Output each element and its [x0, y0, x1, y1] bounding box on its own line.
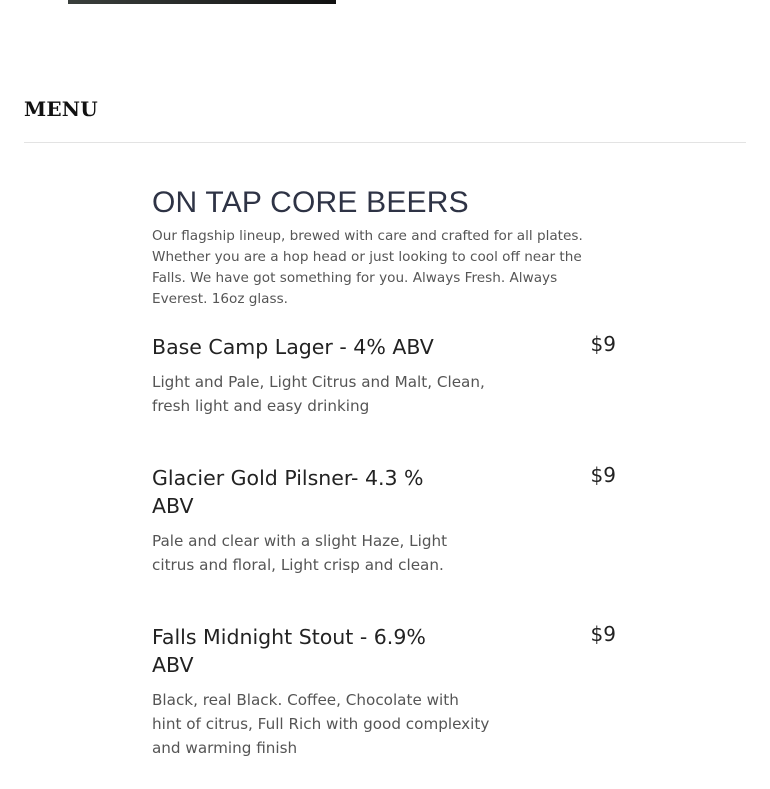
menu-section-on-tap	[152, 184, 622, 310]
menu-item	[152, 464, 622, 577]
menu-item-name: Glacier Gold Pilsner- 4.3 % ABV	[152, 466, 424, 518]
menu-item-description: Black, real Black. Coffee, Chocolate with hint of citrus, Full Rich with good complexity and warming finish	[152, 691, 490, 757]
section-description: Our flagship lineup, brewed with care and crafted for all plates. Whether you are a hop head or just looking to cool off near the Falls. We have got something for you. Always Fresh. Always Everest. 16oz glass.	[152, 228, 583, 307]
menu-item-price: $9	[590, 622, 616, 646]
menu-heading: MENU	[24, 97, 98, 121]
menu-item	[152, 623, 622, 760]
menu-item-name: Base Camp Lager - 4% ABV	[152, 335, 434, 359]
section-title: ON TAP CORE BEERS	[152, 186, 469, 219]
menu-item-price: $9	[590, 332, 616, 356]
menu-item-description: Light and Pale, Light Citrus and Malt, Clean, fresh light and easy drinking	[152, 373, 485, 415]
divider	[24, 142, 746, 143]
menu-item-name: Falls Midnight Stout - 6.9% ABV	[152, 625, 426, 677]
menu-item	[152, 333, 622, 418]
header-image	[68, 0, 336, 4]
menu-item-price: $9	[590, 463, 616, 487]
menu-item-description: Pale and clear with a slight Haze, Light citrus and floral, Light crisp and clean.	[152, 532, 448, 574]
